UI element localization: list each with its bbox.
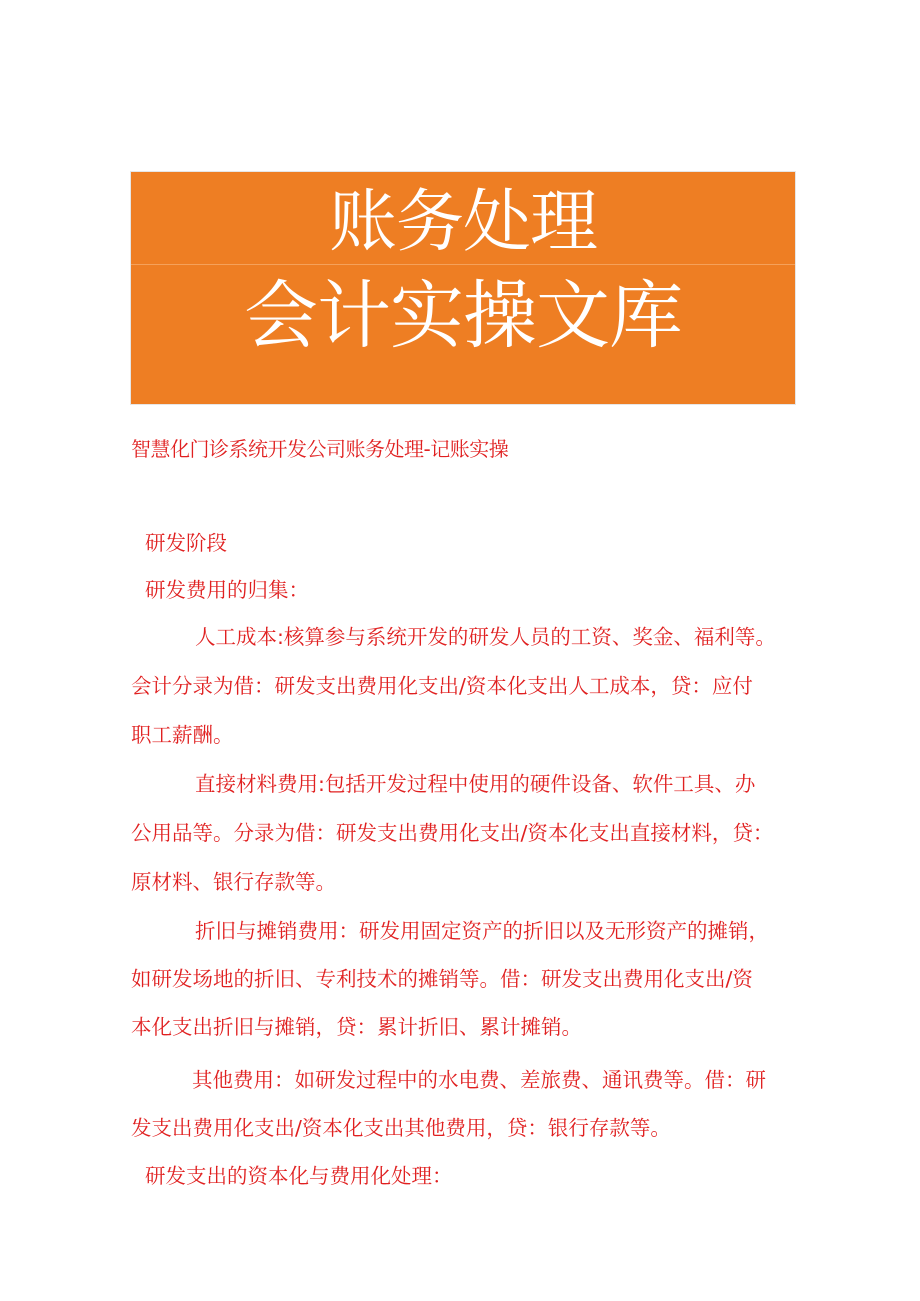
banner-title-line2: 会计实操文库 xyxy=(244,273,682,359)
paragraph-labor-line1: 人工成本:核算参与系统开发的研发人员的工资、奖金、福利等。 xyxy=(195,625,776,649)
paragraph-labor-line3: 职工薪酬。 xyxy=(131,723,234,747)
paragraph-labor-line2: 会计分录为借：研发支出费用化支出/资本化支出人工成本，贷：应付 xyxy=(131,674,753,698)
paragraph-materials-line1: 直接材料费用:包括开发过程中使用的硬件设备、软件工具、办 xyxy=(195,772,756,796)
paragraph-depreciation-line3: 本化支出折旧与摊销，贷：累计折旧、累计摊销。 xyxy=(131,1015,582,1039)
banner xyxy=(130,171,796,405)
banner-title-line1: 账务处理 xyxy=(328,183,597,262)
paragraph-materials-line2: 公用品等。分录为借：研发支出费用化支出/资本化支出直接材料，贷： xyxy=(131,821,774,845)
paragraph-other-line2: 发支出费用化支出/资本化支出其他费用，贷：银行存款等。 xyxy=(131,1116,671,1140)
subheading-treatment: 研发支出的资本化与费用化处理： xyxy=(145,1164,453,1188)
paragraph-depreciation-line2: 如研发场地的折旧、专利技术的摊销等。借：研发支出费用化支出/资 xyxy=(131,967,753,991)
banner-divider xyxy=(131,264,795,265)
subheading-collection: 研发费用的归集： xyxy=(145,578,309,602)
paragraph-other-line1: 其他费用：如研发过程中的水电费、差旅费、通讯费等。借：研 xyxy=(192,1068,766,1092)
document-title: 智慧化门诊系统开发公司账务处理-记账实操 xyxy=(131,437,509,461)
section-heading: 研发阶段 xyxy=(145,531,227,555)
paragraph-depreciation-line1: 折旧与摊销费用：研发用固定资产的折旧以及无形资产的摊销， xyxy=(195,919,769,943)
paragraph-materials-line3: 原材料、银行存款等。 xyxy=(131,870,336,894)
